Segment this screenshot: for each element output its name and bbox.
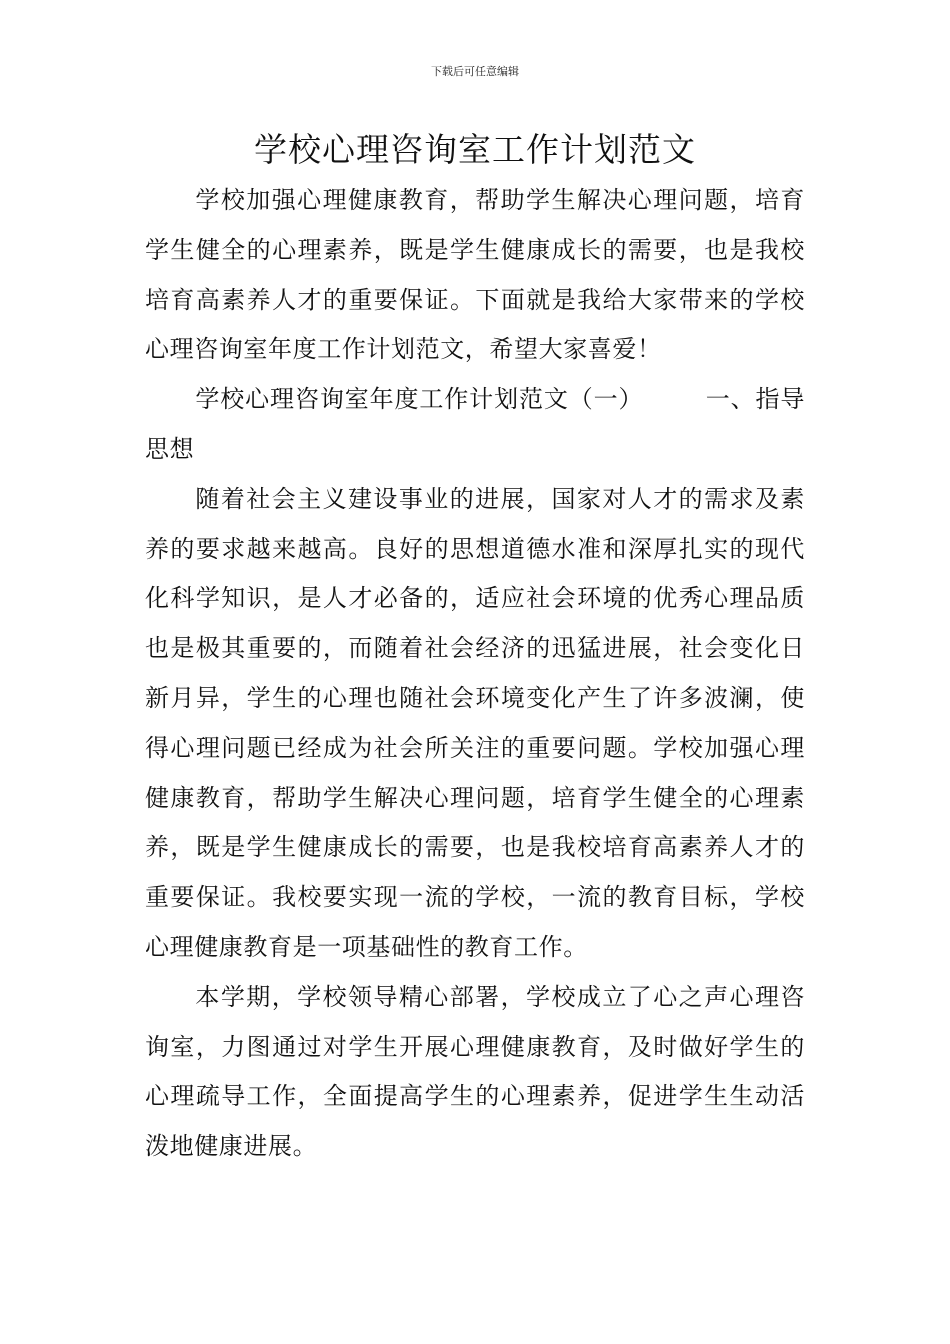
header-note: 下载后可任意编辑 (431, 65, 519, 78)
document-body (145, 176, 805, 1172)
subsection-heading: 一、指导思想 (145, 385, 805, 463)
section-heading-line (145, 375, 805, 475)
body-paragraph: 本学期，学校领导精心部署，学校成立了心之声心理咨询室，力图通过对学生开展心理健康教育，及时做好学生的心理疏导工作，全面提高学生的心理素养，促进学生生动活泼地健康进展。 (145, 982, 805, 1161)
section-heading: 学校心理咨询室年度工作计划范文（一） (195, 385, 644, 414)
document-title: 学校心理咨询室工作计划范文 (254, 130, 696, 169)
intro-paragraph: 学校加强心理健康教育，帮助学生解决心理问题，培育学生健全的心理素养，既是学生健康成长的需要，也是我校培育高素养人才的重要保证。下面就是我给大家带来的学校心理咨询室年度工作计划范文，希望大家喜爱！ (145, 186, 805, 364)
body-paragraph: 随着社会主义建设事业的进展，国家对人才的需求及素养的要求越来越高。良好的思想道德水准和深厚扎实的现代化科学知识，是人才必备的，适应社会环境的优秀心理品质也是极其重要的，而随着社会经济的迅猛进展，社会变化日新月异，学生的心理也随社会环境变化产生了许多波澜，使得心理问题已经成为社会所关注的重要问题。学校加强心理健康教育，帮助学生解决心理问题，培育学生健全的心理素养，既是学生健康成长的需要，也是我校培育高素养人才的重要保证。我校要实现一流的学校，一流的教育目标，学校心理健康教育是一项基础性的教育工作。 (145, 484, 805, 961)
